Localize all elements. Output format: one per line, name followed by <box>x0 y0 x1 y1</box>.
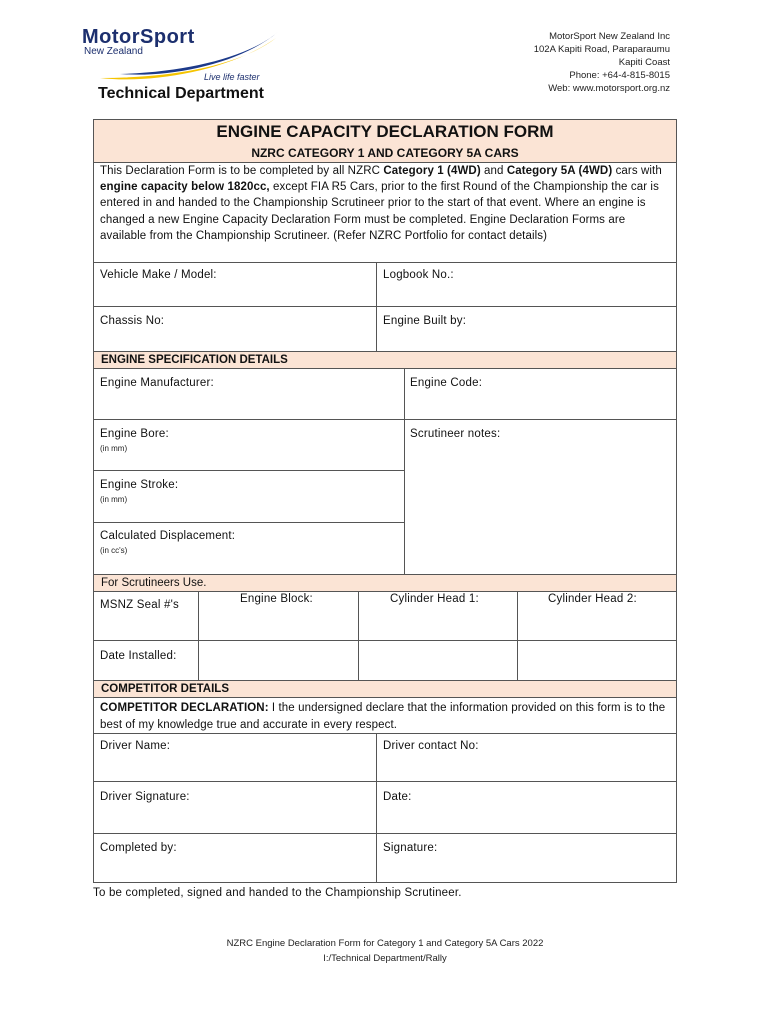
footer-line-1: NZRC Engine Declaration Form for Category 1 and Category 5A Cars 2022 <box>226 938 544 949</box>
divider <box>517 591 518 680</box>
divider <box>376 262 377 351</box>
divider <box>94 419 676 420</box>
engine-spec-heading: ENGINE SPECIFICATION DETAILS <box>94 352 676 368</box>
divider <box>198 591 199 680</box>
logo-text: MotorSport <box>82 26 195 48</box>
logo-subtext: New Zealand <box>84 46 143 57</box>
divider <box>94 697 676 698</box>
driver-name-field[interactable]: Driver Name: <box>100 740 171 752</box>
divider <box>94 640 676 641</box>
divider <box>94 306 676 307</box>
divider <box>94 591 676 592</box>
intro-text: except FIA R5 Cars, prior to the first Round of the Championship the car is entered in and handed to the Championship Scrutineer prior to the start of that event. Where an engine is changed a new Engine Capacity Declaration Form must be completed. Engine Declaration Forms are available from the Championship Scrutineer. (Refer NZRC Portfolio for contact details) <box>100 181 659 242</box>
competitor-details-heading: COMPETITOR DETAILS <box>94 681 676 697</box>
address-line: 102A Kapiti Road, Paraparaumu <box>533 44 670 55</box>
declaration-heading: COMPETITOR DECLARATION: <box>100 702 269 714</box>
date-installed-label: Date Installed: <box>100 650 177 662</box>
signature-field[interactable]: Signature: <box>383 842 438 854</box>
address-block <box>534 30 670 95</box>
driver-signature-field[interactable]: Driver Signature: <box>100 791 190 803</box>
intro-text: cars with <box>612 165 662 177</box>
date-field[interactable]: Date: <box>383 791 412 803</box>
address-line: Web: www.motorsport.org.nz <box>548 83 670 94</box>
footer-line-2: I:/Technical Department/Rally <box>323 953 447 964</box>
chassis-number-field[interactable]: Chassis No: <box>100 315 165 327</box>
msnz-seal-label: MSNZ Seal #'s <box>100 599 179 611</box>
divider <box>94 262 676 263</box>
form-subtitle: NZRC CATEGORY 1 AND CATEGORY 5A CARS <box>251 146 519 160</box>
engine-stroke-field[interactable]: Engine Stroke: <box>100 479 179 491</box>
completion-note: To be completed, signed and handed to the Championship Scrutineer. <box>93 887 462 899</box>
intro-bold: Category 1 (4WD) <box>383 165 481 177</box>
engine-built-by-field[interactable]: Engine Built by: <box>383 315 467 327</box>
cylinder-head-2-seal-field[interactable]: Cylinder Head 2: <box>548 593 637 605</box>
intro-bold: Category 5A (4WD) <box>506 165 613 177</box>
form-title: ENGINE CAPACITY DECLARATION FORM <box>216 122 554 141</box>
declaration-text: I the undersigned declare that the information provided on this form is to the best of my knowledge true and accurate in every respect. <box>100 702 666 731</box>
engine-block-seal-field[interactable]: Engine Block: <box>240 593 313 605</box>
displacement-unit: (in cc's) <box>100 546 128 555</box>
address-line: MotorSport New Zealand Inc <box>549 31 670 42</box>
engine-bore-field[interactable]: Engine Bore: <box>100 428 169 440</box>
divider <box>94 522 404 523</box>
divider <box>358 591 359 680</box>
intro-bold: engine capacity below 1820cc, <box>100 181 270 194</box>
divider <box>94 833 676 834</box>
stroke-unit: (in mm) <box>100 495 128 504</box>
intro-paragraph <box>100 163 668 244</box>
scrutineer-use-heading: For Scrutineers Use. <box>94 575 676 591</box>
logbook-number-field[interactable]: Logbook No.: <box>383 269 454 281</box>
divider <box>94 733 676 734</box>
bore-unit: (in mm) <box>100 444 128 453</box>
cylinder-head-1-seal-field[interactable]: Cylinder Head 1: <box>390 593 479 605</box>
scrutineer-notes-field[interactable]: Scrutineer notes: <box>410 428 501 440</box>
address-line: Phone: +64-4-815-8015 <box>569 70 670 81</box>
vehicle-make-model-field[interactable]: Vehicle Make / Model: <box>100 269 217 281</box>
divider <box>404 368 405 574</box>
driver-contact-field[interactable]: Driver contact No: <box>383 740 479 752</box>
divider <box>94 470 404 471</box>
divider <box>94 781 676 782</box>
engine-manufacturer-field[interactable]: Engine Manufacturer: <box>100 377 214 389</box>
intro-text: and <box>480 165 507 177</box>
department-title: Technical Department <box>98 85 264 102</box>
logo-tagline: Live life faster <box>204 72 260 82</box>
divider <box>376 733 377 883</box>
address-line: Kapiti Coast <box>618 57 670 68</box>
competitor-declaration <box>100 700 668 733</box>
calculated-displacement-field[interactable]: Calculated Displacement: <box>100 530 236 542</box>
completed-by-field[interactable]: Completed by: <box>100 842 177 854</box>
engine-code-field[interactable]: Engine Code: <box>410 377 483 389</box>
intro-text: This Declaration Form is to be completed by all NZRC <box>100 165 384 177</box>
divider <box>94 368 676 369</box>
